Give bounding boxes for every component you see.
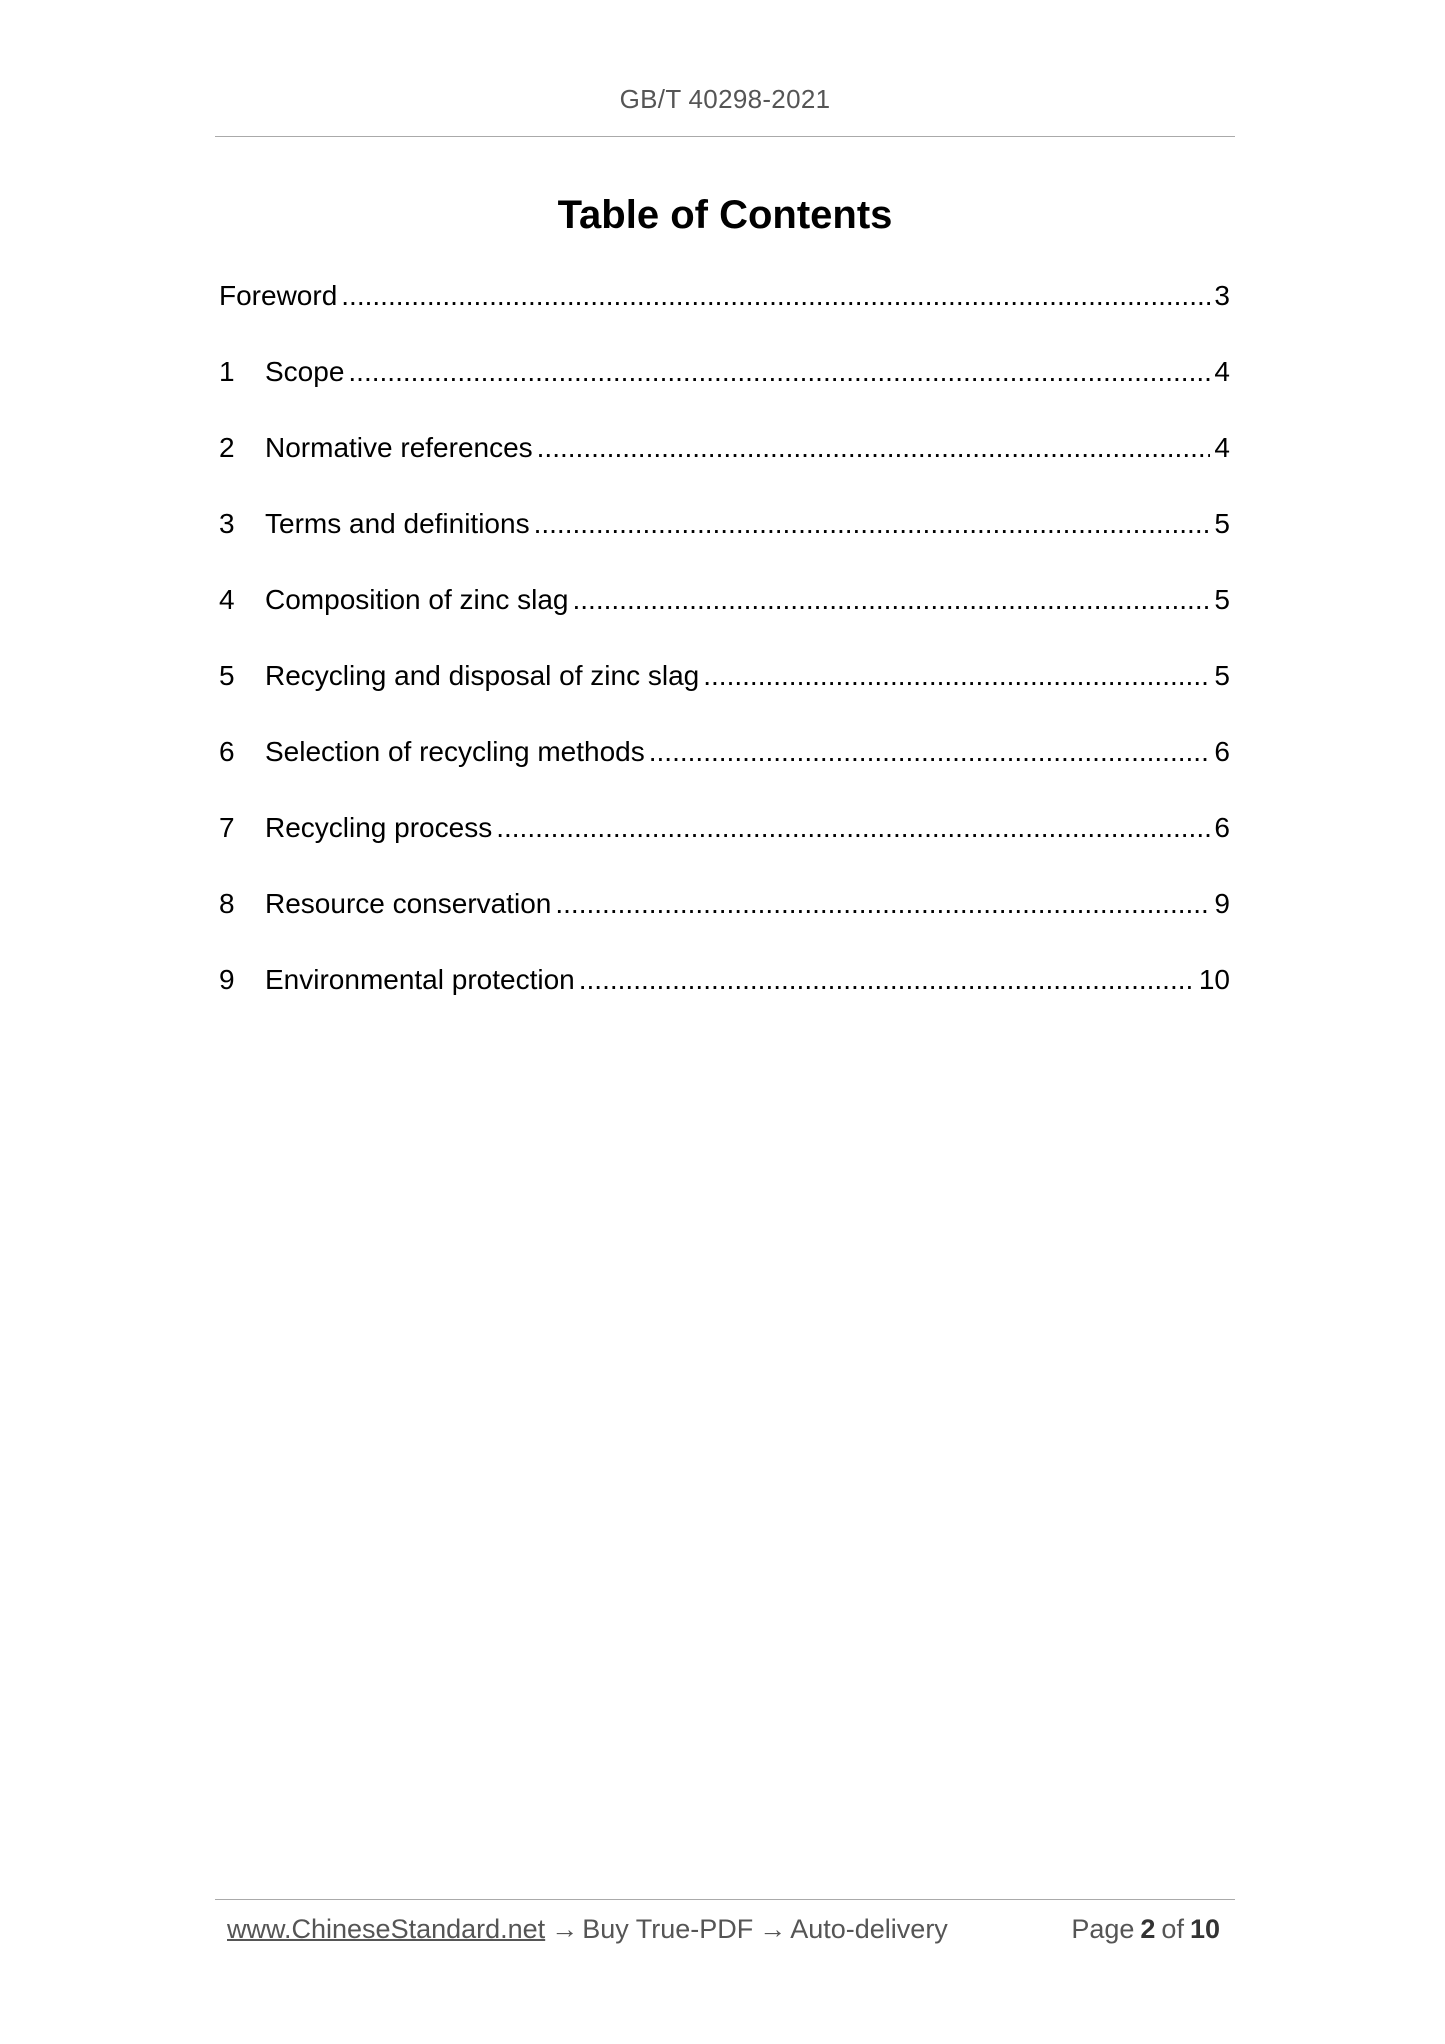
toc-entry-resource-conservation[interactable]: [219, 886, 1230, 962]
toc-entry-selection-of-recycling-methods[interactable]: [219, 734, 1230, 810]
toc-entry-label: Normative references: [265, 432, 533, 463]
toc-entry-number: 6: [219, 736, 235, 767]
toc-entry-number: 4: [219, 584, 235, 615]
toc-entry-scope[interactable]: [219, 354, 1230, 430]
toc-entry-number: 5: [219, 660, 235, 691]
site-link[interactable]: www.ChineseStandard.net: [227, 1914, 546, 1944]
current-page-number: 2: [1140, 1914, 1156, 1944]
toc-entry-label: Terms and definitions: [265, 508, 530, 539]
toc-entry-foreword[interactable]: [219, 278, 1230, 354]
total-page-count: 10: [1189, 1914, 1220, 1944]
toc-dot-leader: [572, 582, 1210, 618]
toc-dot-leader: [649, 734, 1211, 770]
page-word: Page: [1071, 1914, 1135, 1944]
footer-divider: [215, 1899, 1235, 1900]
toc-entry-page: 4: [1214, 432, 1230, 463]
toc-entry-page: 4: [1214, 356, 1230, 387]
toc-entry-number: 7: [219, 812, 235, 843]
toc-dot-leader: [579, 962, 1195, 998]
toc-entry-recycling-and-disposal[interactable]: [219, 658, 1230, 734]
toc-entry-page: 5: [1214, 584, 1230, 615]
toc-entry-label: Recycling process: [265, 812, 493, 843]
toc-entry-label: Recycling and disposal of zinc slag: [265, 660, 700, 691]
toc-entry-environmental-protection[interactable]: [219, 962, 1230, 1038]
toc-entry-recycling-process[interactable]: [219, 810, 1230, 886]
arrow-right-icon: →: [551, 1914, 579, 1944]
header-divider: [215, 136, 1235, 137]
toc-entry-label: Composition of zinc slag: [265, 584, 569, 615]
toc-dot-leader: [496, 810, 1210, 846]
toc-entry-page: 10: [1198, 964, 1230, 995]
toc-entry-page: 6: [1214, 812, 1230, 843]
toc-list: [219, 278, 1230, 1038]
toc-entry-page: 3: [1214, 280, 1230, 311]
toc-dot-leader: [537, 430, 1211, 466]
toc-entry-label: Environmental protection: [265, 964, 575, 995]
toc-dot-leader: [534, 506, 1211, 542]
toc-entry-page: 5: [1214, 660, 1230, 691]
document-code-header: GB/T 40298-2021: [619, 84, 831, 114]
toc-dot-leader: [703, 658, 1210, 694]
toc-entry-number: 9: [219, 964, 235, 995]
of-word: of: [1161, 1914, 1184, 1944]
toc-dot-leader: [341, 278, 1210, 314]
toc-entry-number: 3: [219, 508, 235, 539]
toc-entry-label: Scope: [265, 356, 345, 387]
toc-entry-page: 9: [1214, 888, 1230, 919]
page-footer: [227, 1914, 1230, 1945]
footer-step-delivery: Auto-delivery: [790, 1914, 948, 1944]
toc-entry-label: Foreword: [219, 280, 338, 311]
toc-entry-label: Selection of recycling methods: [265, 736, 645, 767]
toc-entry-number: 8: [219, 888, 235, 919]
toc-title: Table of Contents: [557, 193, 893, 237]
toc-dot-leader: [348, 354, 1210, 390]
footer-purchase-info: [227, 1914, 1071, 1945]
toc-entry-number: 2: [219, 432, 235, 463]
toc-entry-number: 1: [219, 356, 235, 387]
toc-entry-label: Resource conservation: [265, 888, 552, 919]
page-indicator: [1071, 1914, 1230, 1945]
toc-entry-page: 6: [1214, 736, 1230, 767]
toc-dot-leader: [555, 886, 1210, 922]
toc-entry-composition-of-zinc-slag[interactable]: [219, 582, 1230, 658]
toc-entry-normative-references[interactable]: [219, 430, 1230, 506]
arrow-right-icon: →: [759, 1914, 787, 1944]
toc-entry-page: 5: [1214, 508, 1230, 539]
footer-step-buy: Buy True-PDF: [582, 1914, 754, 1944]
toc-entry-terms-and-definitions[interactable]: [219, 506, 1230, 582]
